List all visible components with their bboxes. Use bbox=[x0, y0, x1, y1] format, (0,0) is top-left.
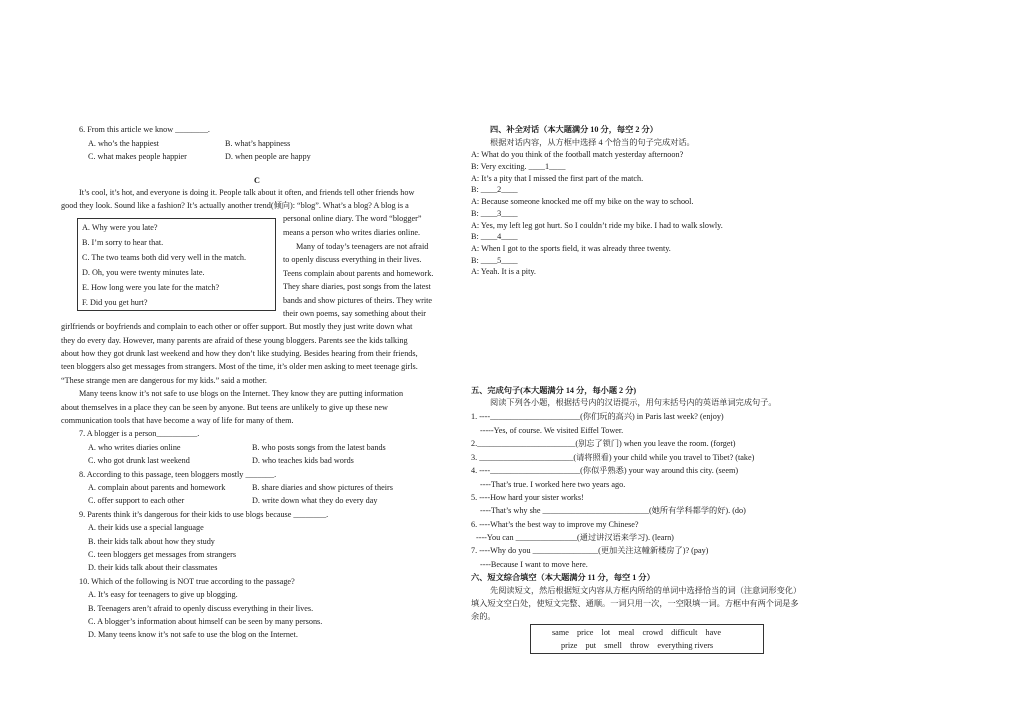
para3-line3: communication tools that have become a way of life for many of them. bbox=[61, 416, 294, 425]
para2-line8: they do every day. However, many parents are afraid of these young bloggers. Parents see the kids talking bbox=[61, 336, 408, 345]
dialogue-line-10: B: ____5____ bbox=[471, 256, 518, 265]
section6-heading: 六、短文综合填空（本大题满分 11 分，每空 1 分） bbox=[471, 573, 655, 582]
q7-option-d: D. who teaches kids bad words bbox=[252, 456, 354, 465]
q10-option-d: D. Many teens know it’s not safe to use the blog on the Internet. bbox=[88, 630, 298, 639]
para1-line1: It’s cool, it’s hot, and everyone is doing it. People talk about it often, and friends tell other friends how bbox=[79, 188, 415, 197]
para1-line3: personal online diary. The word “blogger” bbox=[283, 214, 422, 223]
dialogue-line-1: A: What do you think of the football match yesterday afternoon? bbox=[471, 150, 684, 159]
q6-option-a: A. who’s the happiest bbox=[88, 139, 159, 148]
box-option-f: F. Did you get hurt? bbox=[82, 298, 148, 307]
sentence-line-1: 1. ----______________________(你们玩的高兴) in Paris last week? (enjoy) bbox=[471, 412, 724, 421]
para3-line1: Many teens know it’s not safe to use blogs on the Internet. They know they are putting information bbox=[79, 389, 404, 398]
para1-line4: means a person who writes diaries online. bbox=[283, 228, 421, 237]
section4-heading: 四、补全对话（本大题满分 10 分，每空 2 分） bbox=[490, 125, 658, 134]
dialogue-line-2: B: Very exciting. ____1____ bbox=[471, 162, 566, 171]
sentence-line-12: ----Because I want to move here. bbox=[480, 560, 588, 569]
q7-option-b: B. who posts songs from the latest bands bbox=[252, 443, 386, 452]
section-c-heading: C bbox=[254, 176, 260, 185]
q7-option-a: A. who writes diaries online bbox=[88, 443, 181, 452]
word-bank-row-2: prize put smell throw everything rivers bbox=[561, 641, 714, 650]
q9-option-b: B. their kids talk about how they study bbox=[88, 537, 215, 546]
dialogue-line-3: A: It’s a pity that I missed the first part of the match. bbox=[471, 174, 644, 183]
para2-line3: Teens complain about parents and homework. bbox=[283, 269, 434, 278]
section5-heading: 五、完成句子(本大题满分 14 分，每小题 2 分) bbox=[471, 386, 637, 395]
sentence-line-3: 2.________________________(别忘了锁门) when you leave the room. (forget) bbox=[471, 439, 736, 448]
section5-instructions: 阅读下列各小题，根据括号内的汉语提示，用句末括号内的英语单词完成句子。 bbox=[490, 398, 777, 407]
q8-option-c: C. offer support to each other bbox=[88, 496, 185, 505]
dialogue-line-8: B: ____4____ bbox=[471, 232, 518, 241]
dialogue-line-6: B: ____3____ bbox=[471, 209, 518, 218]
word-bank-row-1: same price lot meal crowd difficult have bbox=[552, 628, 722, 637]
section6-instructions-1: 先阅读短文，然后根据短文内容从方框内所给的单词中选择恰当的词（注意词形变化） bbox=[490, 586, 802, 595]
section6-instructions-3: 余的。 bbox=[471, 612, 496, 621]
dialogue-line-11: A: Yeah. It is a pity. bbox=[471, 267, 536, 276]
dialogue-line-4: B: ____2____ bbox=[471, 185, 518, 194]
q6-option-c: C. what makes people happier bbox=[88, 152, 187, 161]
q8-stem: 8. According to this passage, teen bloggers mostly _______. bbox=[79, 470, 277, 479]
sentence-line-7: 5. ----How hard your sister works! bbox=[471, 493, 584, 502]
q8-option-a: A. complain about parents and homework bbox=[88, 483, 226, 492]
box-option-e: E. How long were you late for the match? bbox=[82, 283, 220, 292]
para2-line1: Many of today’s teenagers are not afraid bbox=[296, 242, 429, 251]
dialogue-line-9: A: When I got to the sports field, it was already three twenty. bbox=[471, 244, 671, 253]
sentence-line-10: ----You can _______________(通过讲汉语来学习). (learn) bbox=[476, 533, 674, 542]
q6-option-b: B. what’s happiness bbox=[225, 139, 291, 148]
q7-stem: 7. A blogger is a person__________. bbox=[79, 429, 200, 438]
para2-line11: “These strange men are dangerous for my kids.” said a mother. bbox=[61, 376, 267, 385]
sentence-line-2: -----Yes, of course. We visited Eiffel Tower. bbox=[480, 426, 624, 435]
section4-instructions: 根据对话内容，从方框中选择 4 个恰当的句子完成对话。 bbox=[490, 138, 695, 147]
q10-option-c: C. A blogger’s information about himself can be seen by many persons. bbox=[88, 617, 323, 626]
para1-line2: good they look. Sound like a fashion? It’s actually another trend(倾向): “blog”. What’s a blog? A blog is a bbox=[61, 201, 409, 210]
q10-stem: 10. Which of the following is NOT true according to the passage? bbox=[79, 577, 295, 586]
para3-line2: about themselves in a place they can be seen by anyone. But teens are unlikely to give up these new bbox=[61, 403, 388, 412]
para2-line7: girlfriends or boyfriends and complain to each other or offer support. But mostly they just write down what bbox=[61, 322, 413, 331]
sentence-line-8: ----That’s why she __________________________(她所有学科都学的好). (do) bbox=[480, 506, 746, 515]
q8-option-d: D. write down what they do every day bbox=[252, 496, 378, 505]
para2-line6: their own poems, say something about their bbox=[283, 309, 427, 318]
section6-instructions-2: 填入短文空白处，使短文完整、通顺。一词只用一次，一空限填一词。方框中有两个词是多 bbox=[471, 599, 799, 608]
dialogue-line-7: A: Yes, my left leg got hurt. So I couldn’t ride my bike. I had to walk slowly. bbox=[471, 221, 723, 230]
q9-option-c: C. teen bloggers get messages from strangers bbox=[88, 550, 237, 559]
dialogue-options-box bbox=[77, 218, 276, 311]
sentence-line-5: 4. ----______________________(你似乎熟悉) your way around this city. (seem) bbox=[471, 466, 739, 475]
para2-line9: about how they got drunk last weekend and how they don’t like studying. Besides hearing from their friends, bbox=[61, 349, 418, 358]
q6-stem: 6. From this article we know ________. bbox=[79, 125, 210, 134]
para2-line4: They share diaries, post songs from the latest bbox=[283, 282, 431, 291]
box-option-c: C. The two teams both did very well in the match. bbox=[82, 253, 247, 262]
sentence-line-11: 7. ----Why do you ________________(更加关注这幢新楼房了)? (pay) bbox=[471, 546, 709, 555]
q10-option-b: B. Teenagers aren’t afraid to openly discuss everything in their lives. bbox=[88, 604, 314, 613]
sentence-line-4: 3. _______________________(请将照看) your child while you travel to Tibet? (take) bbox=[471, 453, 755, 462]
para2-line5: bands and show pictures of theirs. They write bbox=[283, 296, 433, 305]
q9-option-d: D. their kids talk about their classmates bbox=[88, 563, 218, 572]
box-option-d: D. Oh, you were twenty minutes late. bbox=[82, 268, 205, 277]
dialogue-line-5: A: Because someone knocked me off my bike on the way to school. bbox=[471, 197, 694, 206]
q7-option-c: C. who got drunk last weekend bbox=[88, 456, 190, 465]
q10-option-a: A. It’s easy for teenagers to give up blogging. bbox=[88, 590, 238, 599]
q8-option-b: B. share diaries and show pictures of theirs bbox=[252, 483, 393, 492]
para2-line2: to openly discuss everything in their lives. bbox=[283, 255, 422, 264]
sentence-line-9: 6. ----What’s the best way to improve my Chinese? bbox=[471, 520, 639, 529]
q9-stem: 9. Parents think it’s dangerous for their kids to use blogs because ________. bbox=[79, 510, 329, 519]
word-bank-box bbox=[530, 624, 764, 654]
para2-line10: teen bloggers also get messages from strangers. Most of the time, it’s older men asking to meet teenage girls. bbox=[61, 362, 418, 371]
q9-option-a: A. their kids use a special language bbox=[88, 523, 204, 532]
q6-option-d: D. when people are happy bbox=[225, 152, 311, 161]
sentence-line-6: ----That’s true. I worked here two years ago. bbox=[480, 480, 626, 489]
box-option-b: B. I’m sorry to hear that. bbox=[82, 238, 164, 247]
box-option-a: A. Why were you late? bbox=[82, 223, 158, 232]
